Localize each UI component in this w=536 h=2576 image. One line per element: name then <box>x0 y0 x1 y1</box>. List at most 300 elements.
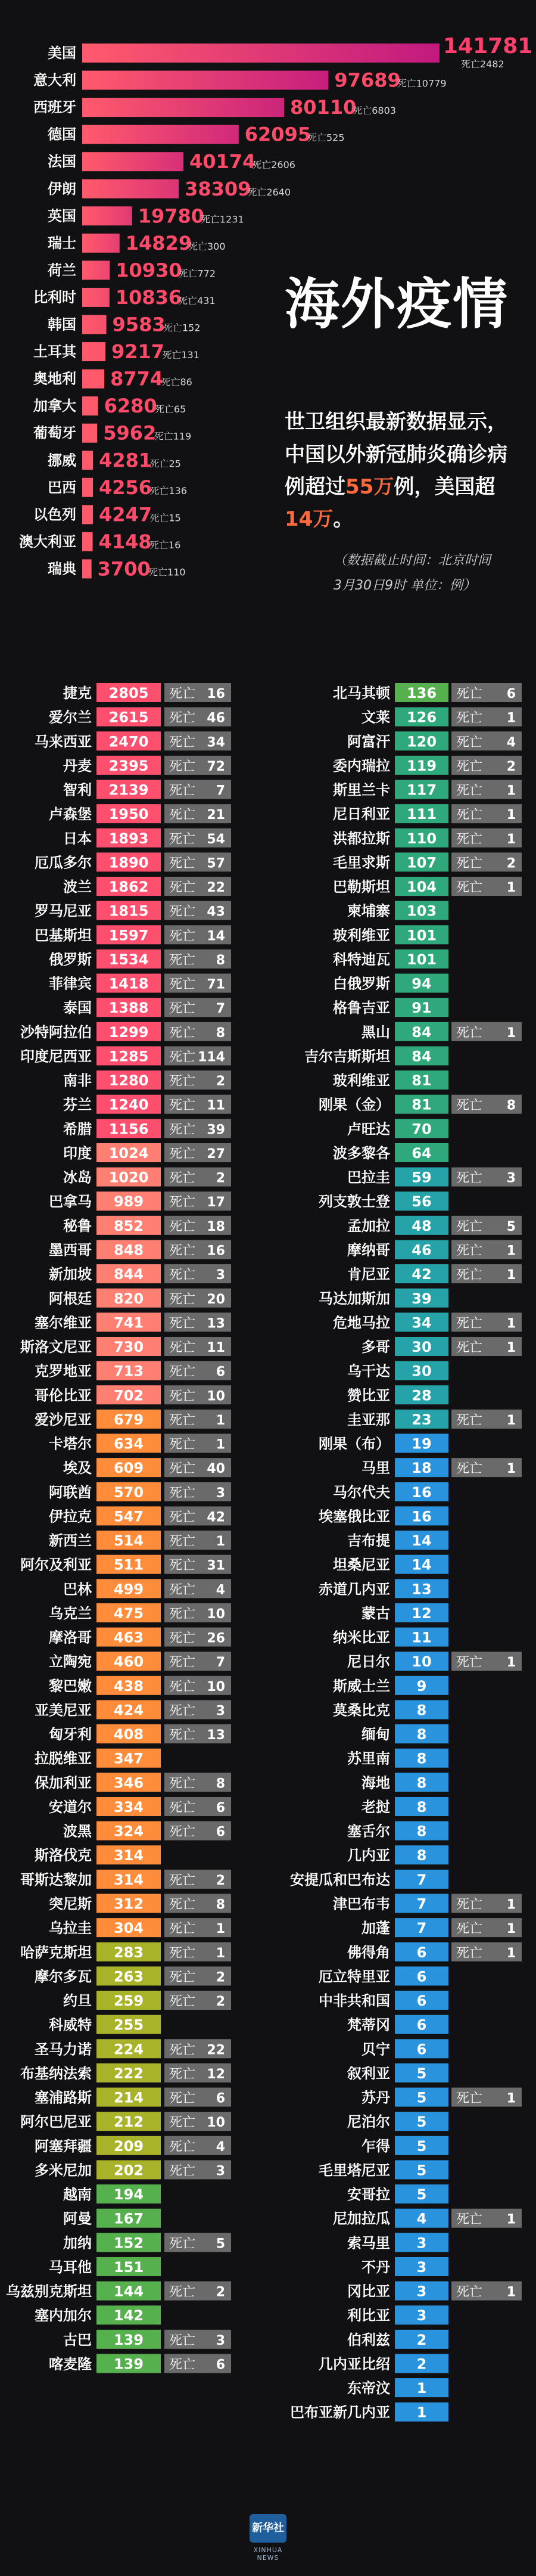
death-prefix: 死亡 <box>169 2091 196 2106</box>
case-value: 5962 <box>103 421 157 445</box>
death-prefix: 死亡 <box>169 1728 196 1743</box>
death-prefix: 死亡 <box>456 1171 483 1186</box>
table-country: 危地马拉 <box>333 1314 390 1332</box>
case-value: 463 <box>113 1629 144 1646</box>
table-country: 加蓬 <box>362 1920 390 1937</box>
table-country: 黎巴嫩 <box>49 1677 92 1694</box>
case-value: 34 <box>412 1314 432 1332</box>
case-value: 8774 <box>110 367 164 390</box>
death-prefix: 死亡 <box>169 2139 196 2155</box>
case-value: 10836 <box>115 285 182 309</box>
case-value: 852 <box>113 1217 144 1234</box>
death-value: 114 <box>198 1050 225 1065</box>
death-value: 72 <box>207 759 225 774</box>
death-prefix: 死亡 <box>169 1897 196 1913</box>
case-value: 347 <box>113 1750 144 1767</box>
country-label: 意大利 <box>33 72 76 89</box>
case-value: 40174 <box>189 150 256 173</box>
death-prefix: 死亡 <box>169 759 196 774</box>
case-value: 2470 <box>108 733 149 750</box>
case-bar <box>82 179 179 198</box>
death-prefix: 死亡 <box>456 1243 483 1259</box>
death-value: 1 <box>216 1413 225 1428</box>
table-country: 坦桑尼亚 <box>333 1556 390 1573</box>
table-country: 马来西亚 <box>35 733 92 750</box>
table-country: 佛得角 <box>347 1944 390 1961</box>
death-value: 1 <box>506 1268 516 1283</box>
death-value: 6 <box>216 1800 225 1815</box>
death-value: 2 <box>216 1994 225 2010</box>
case-value: 634 <box>113 1435 144 1453</box>
death-prefix: 死亡 <box>456 1922 483 1937</box>
death-value: 6 <box>216 2357 225 2373</box>
death-prefix: 死亡 <box>456 2212 483 2227</box>
death-value: 1 <box>506 1461 516 1477</box>
death-value: 57 <box>207 856 225 871</box>
case-value: 139 <box>113 2355 144 2373</box>
death-value: 7 <box>216 1001 225 1017</box>
death-label: 死亡15 <box>149 512 181 524</box>
death-value: 13 <box>207 1316 225 1332</box>
table-country: 孟加拉 <box>347 1217 390 1234</box>
case-value: 8 <box>416 1702 427 1719</box>
case-value: 1 <box>416 2380 427 2397</box>
death-value: 1 <box>506 1413 516 1428</box>
death-value: 10 <box>207 1389 225 1404</box>
table-country: 多哥 <box>362 1339 390 1356</box>
case-bar <box>82 288 110 307</box>
case-value: 5 <box>416 2137 427 2155</box>
death-value: 1 <box>506 1340 516 1356</box>
table-country: 罗马尼亚 <box>35 902 92 920</box>
country-label: 英国 <box>48 207 76 225</box>
case-value: 1418 <box>108 975 149 992</box>
case-value: 304 <box>113 1920 144 1937</box>
table-country: 尼日利亚 <box>333 806 390 823</box>
country-cases-table <box>6 683 522 2422</box>
death-value: 2 <box>216 2285 225 2300</box>
case-value: 103 <box>406 902 437 920</box>
death-value: 2 <box>216 1970 225 1985</box>
table-country: 赞比亚 <box>347 1387 390 1404</box>
case-value: 209 <box>113 2137 144 2155</box>
case-value: 2 <box>416 2355 427 2373</box>
death-value: 39 <box>207 1122 225 1138</box>
case-value: 1240 <box>108 1096 149 1113</box>
death-prefix: 死亡 <box>169 2066 196 2082</box>
case-value: 104 <box>406 879 437 896</box>
case-value: 120 <box>406 733 437 750</box>
table-country: 哥斯达黎加 <box>20 1871 92 1888</box>
case-value: 84 <box>412 1023 432 1041</box>
death-prefix: 死亡 <box>169 2236 196 2252</box>
case-value: 8 <box>416 1823 427 1840</box>
table-country: 纳米比亚 <box>333 1629 390 1646</box>
death-label: 死亡2640 <box>247 186 291 198</box>
table-country: 墨西哥 <box>49 1242 92 1259</box>
case-value: 111 <box>406 806 437 823</box>
case-value: 1890 <box>108 854 149 871</box>
table-country: 立陶宛 <box>49 1653 92 1671</box>
death-value: 14 <box>207 929 225 944</box>
table-country: 塞尔维亚 <box>35 1314 92 1332</box>
death-value: 1 <box>506 2091 516 2106</box>
death-value: 1 <box>506 1243 516 1259</box>
table-country: 爱尔兰 <box>49 709 92 726</box>
table-country: 莫桑比克 <box>333 1702 390 1719</box>
table-country: 丹麦 <box>63 757 92 774</box>
country-label: 法国 <box>48 153 76 170</box>
case-bar <box>82 559 92 578</box>
case-value: 2 <box>416 2331 427 2348</box>
case-value: 989 <box>113 1193 144 1211</box>
table-country: 塞舌尔 <box>347 1823 390 1840</box>
death-prefix: 死亡 <box>169 1219 196 1234</box>
table-country: 亚美尼亚 <box>35 1702 92 1719</box>
death-prefix: 死亡 <box>169 1001 196 1017</box>
death-value: 3 <box>506 1171 516 1186</box>
case-value: 4 <box>416 2210 427 2227</box>
death-prefix: 死亡 <box>456 1897 483 1913</box>
death-prefix: 死亡 <box>169 2357 196 2373</box>
table-country: 苏里南 <box>347 1750 390 1767</box>
death-value: 10 <box>207 1606 225 1622</box>
death-prefix: 死亡 <box>169 1922 196 1937</box>
death-value: 1 <box>506 1025 516 1041</box>
death-prefix: 死亡 <box>169 1292 196 1307</box>
death-prefix: 死亡 <box>169 1631 196 1646</box>
table-country: 几内亚 <box>347 1847 390 1864</box>
death-prefix: 死亡 <box>456 1945 483 1961</box>
case-value: 84 <box>412 1048 432 1065</box>
death-value: 1 <box>506 2212 516 2227</box>
death-value: 34 <box>207 735 225 750</box>
case-value: 214 <box>113 2089 144 2106</box>
table-country: 北马其顿 <box>333 685 390 702</box>
death-value: 1 <box>506 1897 516 1913</box>
case-value: 56 <box>412 1193 432 1211</box>
table-country: 利比亚 <box>347 2307 390 2324</box>
death-prefix: 死亡 <box>169 710 196 726</box>
table-country: 刚果（布） <box>319 1435 390 1453</box>
case-value: 6 <box>416 2041 427 2058</box>
logo-mark: 新华社 <box>250 2514 286 2543</box>
case-value: 151 <box>113 2258 144 2276</box>
title-block <box>285 274 523 536</box>
death-prefix: 死亡 <box>169 1558 196 1573</box>
death-value: 12 <box>207 2066 225 2082</box>
case-value: 70 <box>412 1121 432 1138</box>
case-value: 141781 <box>443 34 533 58</box>
case-value: 1156 <box>108 1121 149 1138</box>
death-label: 死亡300 <box>188 240 226 252</box>
death-prefix: 死亡 <box>169 977 196 992</box>
table-country: 塞内加尔 <box>35 2307 92 2324</box>
death-value: 1 <box>216 1945 225 1961</box>
table-country: 乍得 <box>362 2137 390 2155</box>
case-bar <box>82 125 239 144</box>
death-prefix: 死亡 <box>169 1461 196 1477</box>
case-value: 18 <box>412 1460 432 1477</box>
death-label: 死亡152 <box>163 322 201 334</box>
death-value: 1 <box>216 1534 225 1550</box>
death-prefix: 死亡 <box>456 1413 483 1428</box>
death-value: 1 <box>506 880 516 896</box>
death-prefix: 死亡 <box>169 1606 196 1622</box>
table-country: 柬埔寨 <box>347 902 390 920</box>
case-value: 609 <box>113 1460 144 1477</box>
case-value: 30 <box>412 1339 432 1356</box>
death-prefix: 死亡 <box>456 759 483 774</box>
table-country: 塞浦路斯 <box>35 2089 92 2106</box>
case-value: 110 <box>406 830 437 847</box>
death-prefix: 死亡 <box>456 880 483 896</box>
case-bar <box>82 370 104 389</box>
case-bar <box>82 98 284 117</box>
case-value: 1597 <box>108 927 149 944</box>
death-prefix: 死亡 <box>169 1389 196 1404</box>
case-value: 19 <box>412 1435 432 1453</box>
case-value: 80110 <box>290 96 357 119</box>
table-country: 伯利兹 <box>347 2331 390 2348</box>
death-value: 21 <box>207 808 225 823</box>
case-value: 255 <box>113 2016 144 2034</box>
case-value: 5 <box>416 2162 427 2179</box>
death-value: 3 <box>216 2164 225 2179</box>
case-value: 152 <box>113 2234 144 2252</box>
death-value: 3 <box>216 1703 225 1719</box>
case-value: 259 <box>113 1992 144 2010</box>
death-prefix: 死亡 <box>169 808 196 823</box>
case-value: 4247 <box>98 503 152 526</box>
case-value: 346 <box>113 1774 144 1792</box>
case-value: 570 <box>113 1483 144 1501</box>
table-country: 厄瓜多尔 <box>35 854 92 871</box>
death-value: 5 <box>506 1219 516 1234</box>
death-label: 死亡10779 <box>397 77 447 89</box>
case-value: 334 <box>113 1798 144 1815</box>
death-value: 1 <box>506 710 516 726</box>
death-label: 死亡6803 <box>353 105 396 117</box>
death-value: 7 <box>216 783 225 799</box>
table-country: 摩尔多瓦 <box>35 1968 92 1985</box>
death-prefix: 死亡 <box>169 1243 196 1259</box>
case-value: 81 <box>412 1072 432 1090</box>
case-value: 10 <box>412 1653 432 1671</box>
table-country: 阿联酋 <box>49 1483 92 1501</box>
case-bar <box>82 260 110 280</box>
table-country: 智利 <box>63 781 92 799</box>
case-value: 702 <box>113 1387 144 1404</box>
case-value: 12 <box>412 1604 432 1622</box>
death-prefix: 死亡 <box>456 783 483 799</box>
country-label: 西班牙 <box>33 99 76 116</box>
table-country: 卢森堡 <box>49 806 92 823</box>
table-country: 匈牙利 <box>49 1726 92 1743</box>
death-value: 11 <box>207 1340 225 1356</box>
logo-subtitle: XINHUA NEWS <box>253 2546 283 2562</box>
death-value: 8 <box>216 1897 225 1913</box>
case-value: 1280 <box>108 1072 149 1090</box>
table-country: 巴拿马 <box>49 1193 92 1211</box>
table-country: 爱沙尼亚 <box>35 1411 92 1428</box>
case-value: 59 <box>412 1169 432 1186</box>
case-value: 91 <box>412 1000 432 1017</box>
death-prefix: 死亡 <box>169 1582 196 1598</box>
case-value: 142 <box>113 2307 144 2324</box>
case-value: 511 <box>113 1556 144 1573</box>
table-country: 阿富汗 <box>347 733 390 750</box>
table-country: 海地 <box>362 1774 390 1792</box>
case-value: 107 <box>406 854 437 871</box>
table-country: 安道尔 <box>49 1798 92 1815</box>
death-prefix: 死亡 <box>456 710 483 726</box>
case-value: 7 <box>416 1920 427 1937</box>
case-value: 30 <box>412 1363 432 1380</box>
case-value: 194 <box>113 2186 144 2203</box>
table-country: 文莱 <box>362 709 390 726</box>
table-country: 沙特阿拉伯 <box>20 1023 92 1041</box>
death-value: 8 <box>216 1025 225 1041</box>
death-value: 10 <box>207 1679 225 1694</box>
death-prefix: 死亡 <box>456 1025 483 1041</box>
table-country: 尼日尔 <box>347 1653 390 1671</box>
case-value: 7 <box>416 1895 427 1913</box>
case-value: 5 <box>416 2089 427 2106</box>
death-prefix: 死亡 <box>169 1050 196 1065</box>
table-country: 俄罗斯 <box>49 951 92 968</box>
death-label: 死亡772 <box>178 268 216 280</box>
description: 世卫组织最新数据显示，中国以外新冠肺炎确诊病例超过55万例，美国超14万。 <box>285 410 507 532</box>
country-label: 瑞士 <box>48 234 76 252</box>
table-country: 阿根廷 <box>49 1290 92 1307</box>
death-prefix: 死亡 <box>456 735 483 750</box>
death-prefix: 死亡 <box>169 1994 196 2010</box>
case-value: 820 <box>113 1290 144 1307</box>
table-country: 捷克 <box>63 685 92 702</box>
death-value: 1 <box>506 1316 516 1332</box>
case-value: 3 <box>416 2307 427 2324</box>
case-value: 408 <box>113 1726 144 1743</box>
case-value: 222 <box>113 2065 144 2082</box>
table-country: 波兰 <box>63 879 92 896</box>
death-prefix: 死亡 <box>169 2333 196 2348</box>
death-value: 54 <box>207 831 225 847</box>
table-country: 科威特 <box>49 2016 92 2034</box>
death-label: 死亡86 <box>161 376 192 388</box>
case-bar <box>82 505 93 524</box>
case-value: 424 <box>113 1702 144 1719</box>
table-country: 叙利亚 <box>347 2065 390 2082</box>
table-country: 巴拉圭 <box>347 1169 390 1186</box>
case-value: 6280 <box>104 395 157 418</box>
death-value: 2 <box>216 1873 225 1888</box>
table-country: 玻利维亚 <box>333 927 390 944</box>
country-label: 德国 <box>48 126 76 143</box>
death-value: 8 <box>216 952 225 968</box>
case-value: 1299 <box>108 1023 149 1041</box>
case-value: 1285 <box>108 1048 149 1065</box>
table-country: 波多黎各 <box>333 1144 390 1162</box>
table-country: 伊拉克 <box>49 1508 92 1525</box>
case-bar <box>82 396 98 415</box>
death-prefix: 死亡 <box>456 1340 483 1356</box>
case-value: 1534 <box>108 951 149 968</box>
case-value: 1024 <box>108 1144 149 1162</box>
table-country: 摩纳哥 <box>347 1242 390 1259</box>
death-prefix: 死亡 <box>169 1873 196 1888</box>
case-value: 10930 <box>116 259 182 282</box>
case-bar <box>82 424 97 443</box>
case-value: 7 <box>416 1871 427 1888</box>
death-prefix: 死亡 <box>169 1703 196 1719</box>
death-prefix: 死亡 <box>169 1437 196 1453</box>
table-country: 斯里兰卡 <box>333 781 390 799</box>
country-label: 奥地利 <box>33 370 76 387</box>
death-value: 17 <box>207 1195 225 1211</box>
case-value: 94 <box>412 975 432 992</box>
death-label: 死亡65 <box>154 404 186 415</box>
case-value: 119 <box>406 757 437 774</box>
table-country: 乌拉圭 <box>49 1920 92 1937</box>
table-country: 巴布亚新几内亚 <box>290 2404 390 2421</box>
table-country: 菲律宾 <box>49 975 92 992</box>
death-prefix: 死亡 <box>169 1364 196 1380</box>
death-value: 3 <box>216 1268 225 1283</box>
case-value: 6 <box>416 1968 427 1985</box>
table-country: 印度 <box>63 1144 92 1162</box>
case-value: 9 <box>416 1677 427 1694</box>
case-bar <box>82 342 105 361</box>
death-prefix: 死亡 <box>169 687 196 702</box>
case-value: 1893 <box>108 830 149 847</box>
table-country: 斯洛伐克 <box>35 1847 92 1864</box>
table-country: 安哥拉 <box>347 2186 390 2203</box>
case-value: 19780 <box>138 204 205 228</box>
death-value: 1 <box>506 831 516 847</box>
case-value: 136 <box>406 685 437 702</box>
case-value: 3 <box>416 2234 427 2252</box>
table-country: 卢旺达 <box>347 1121 390 1138</box>
country-label: 美国 <box>48 45 76 61</box>
table-country: 梵蒂冈 <box>347 2016 390 2034</box>
case-bar <box>82 71 328 90</box>
table-country: 斯洛文尼亚 <box>20 1339 92 1356</box>
case-value: 314 <box>113 1847 144 1864</box>
death-value: 1 <box>506 1922 516 1937</box>
case-value: 9217 <box>111 340 165 364</box>
table-country: 新加坡 <box>49 1266 92 1283</box>
death-prefix: 死亡 <box>456 1655 483 1671</box>
death-prefix: 死亡 <box>169 1171 196 1186</box>
table-country: 肯尼亚 <box>347 1266 390 1283</box>
case-value: 1020 <box>108 1169 149 1186</box>
death-prefix: 死亡 <box>169 1534 196 1550</box>
case-value: 1862 <box>108 879 149 896</box>
table-country: 埃塞俄比亚 <box>319 1508 390 1525</box>
death-prefix: 死亡 <box>169 1970 196 1985</box>
case-value: 3 <box>416 2258 427 2276</box>
death-prefix: 死亡 <box>169 1679 196 1694</box>
table-country: 马达加斯加 <box>319 1290 390 1307</box>
death-value: 8 <box>216 1776 225 1792</box>
table-country: 多米尼加 <box>35 2162 92 2179</box>
case-value: 97689 <box>334 69 401 92</box>
table-country: 巴勒斯坦 <box>333 879 390 896</box>
table-country: 印度尼西亚 <box>20 1048 92 1065</box>
case-bar <box>82 44 440 63</box>
table-country: 斯威士兰 <box>333 1677 390 1694</box>
